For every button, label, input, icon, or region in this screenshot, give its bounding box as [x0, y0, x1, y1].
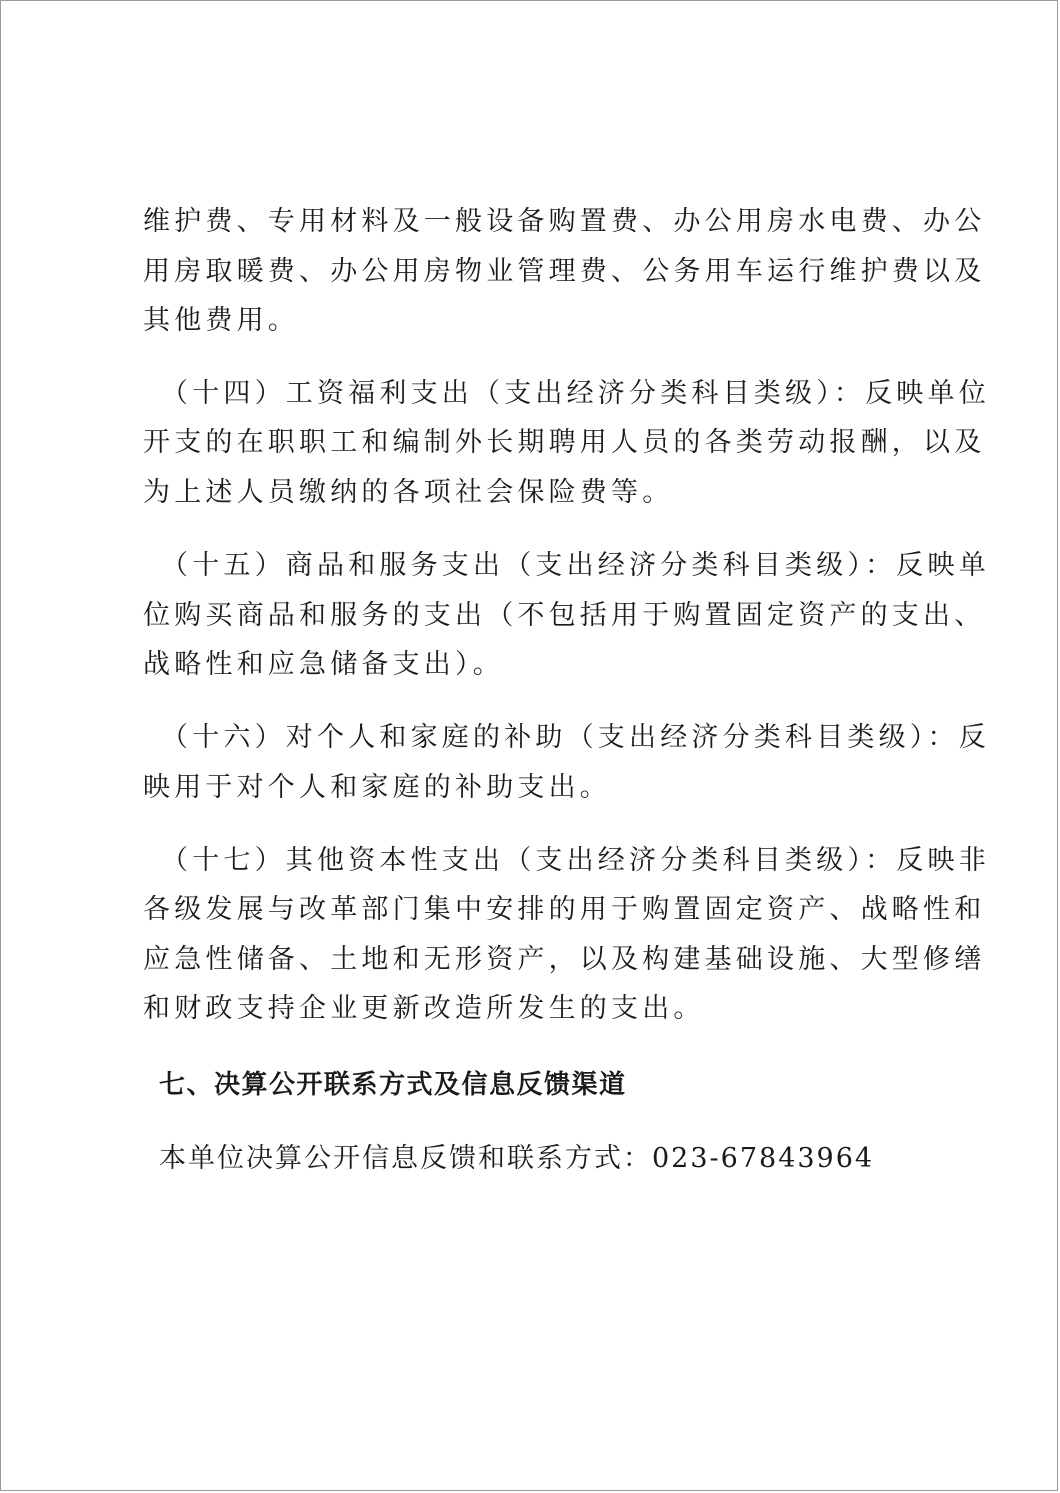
para-line: （十五）商品和服务支出（支出经济分类科目类级）：反映单: [161, 550, 990, 581]
contact-line: 本单位决算公开信息反馈和联系方式：023-67843964: [159, 1143, 875, 1174]
para-line: 映用于对个人和家庭的补助支出。: [143, 772, 611, 803]
section-heading: 七、决算公开联系方式及信息反馈渠道: [159, 1070, 627, 1100]
para-line: （十六）对个人和家庭的补助（支出经济分类科目类级）：反: [161, 722, 990, 753]
para-line: 维护费、专用材料及一般设备购置费、办公用房水电费、办公: [143, 206, 986, 237]
para-line: 各级发展与改革部门集中安排的用于购置固定资产、战略性和: [143, 894, 986, 925]
para-line: 为上述人员缴纳的各项社会保险费等。: [143, 477, 674, 508]
para-line: （十七）其他资本性支出（支出经济分类科目类级）：反映非: [161, 845, 990, 876]
para-line: （十四）工资福利支出（支出经济分类科目类级）：反映单位: [161, 378, 990, 409]
para-line: 开支的在职职工和编制外长期聘用人员的各类劳动报酬，以及: [143, 427, 986, 458]
para-line: 用房取暖费、办公用房物业管理费、公务用车运行维护费以及: [143, 256, 986, 287]
para-line: 位购买商品和服务的支出（不包括用于购置固定资产的支出、: [143, 600, 986, 631]
para-line: 应急性储备、土地和无形资产，以及构建基础设施、大型修缮: [143, 944, 986, 975]
para-line: 其他费用。: [143, 305, 299, 336]
para-line: 战略性和应急储备支出）。: [143, 649, 504, 680]
para-line: 和财政支持企业更新改造所发生的支出。: [143, 993, 705, 1024]
